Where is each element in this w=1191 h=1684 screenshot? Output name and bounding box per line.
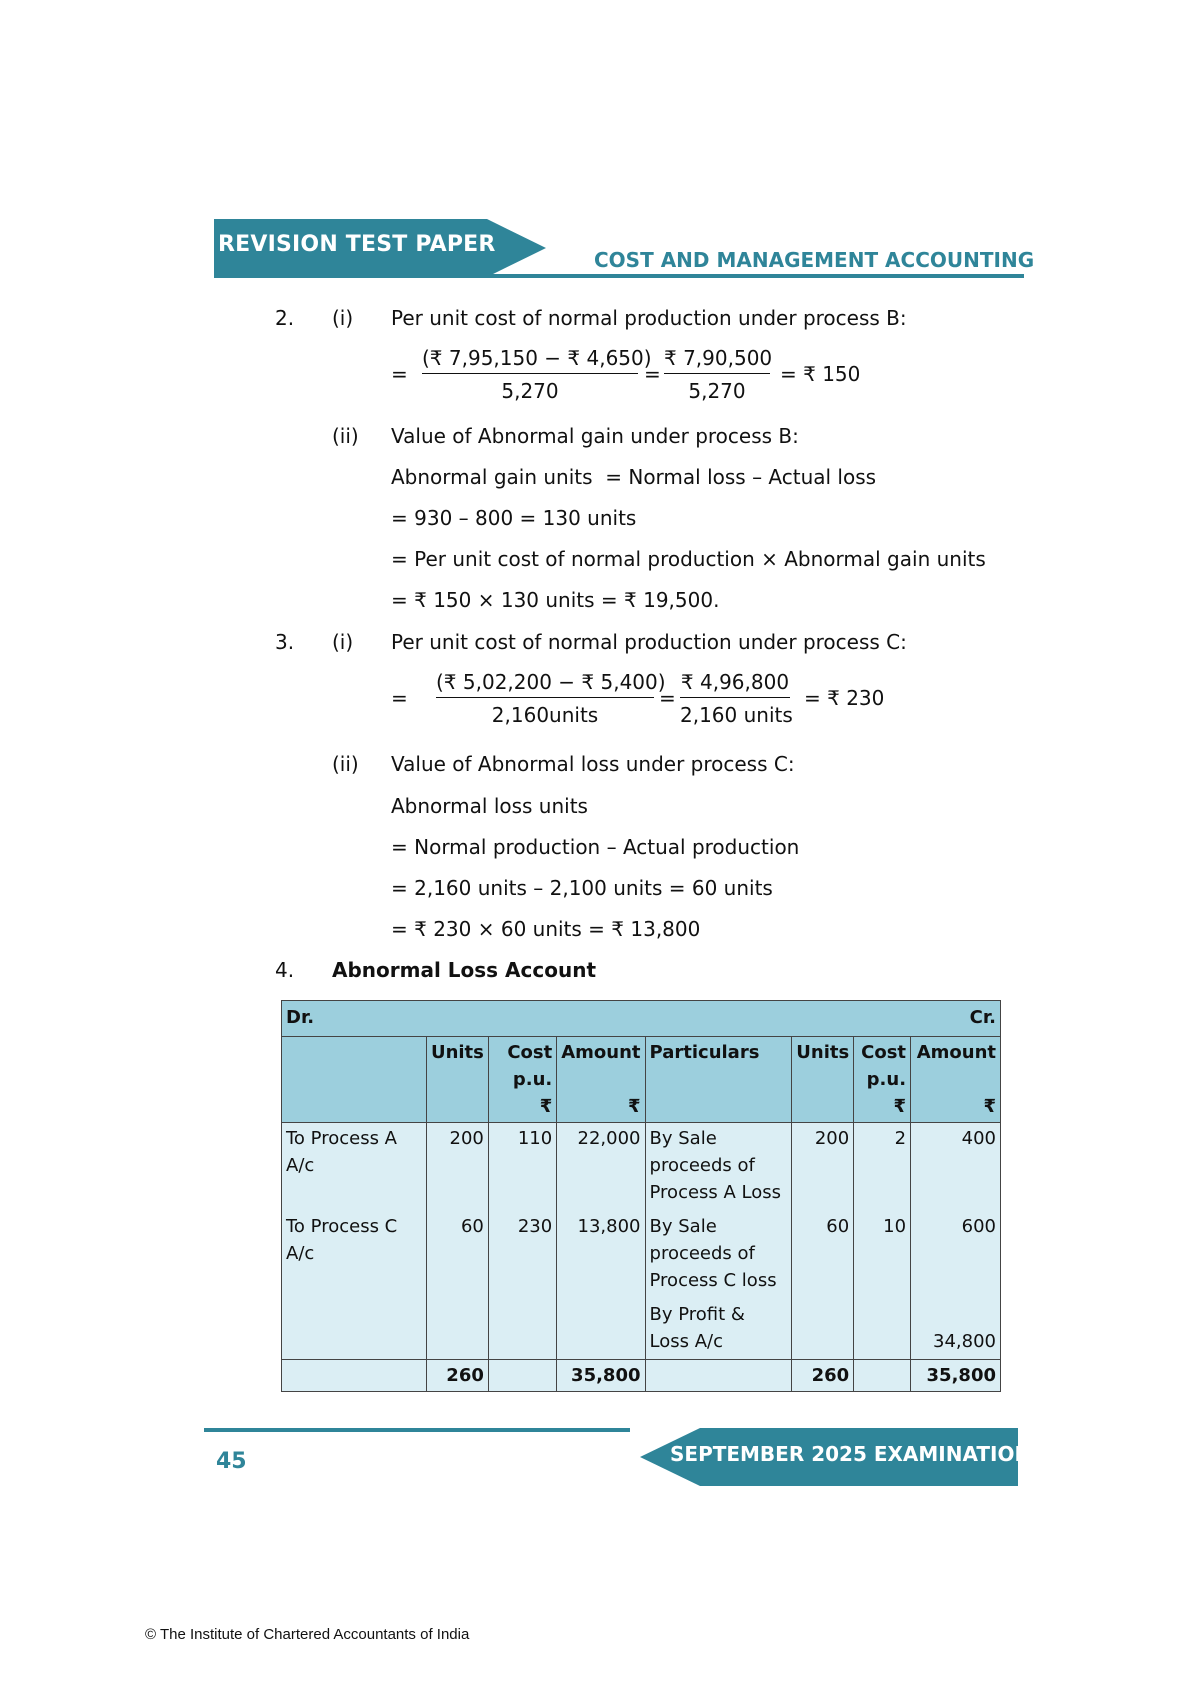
paper-title: REVISION TEST PAPER [218, 232, 496, 257]
credit-amount: 600 [961, 1216, 996, 1237]
credit-units-cell [792, 1123, 854, 1360]
fraction-denominator: 5,270 [688, 379, 746, 403]
calc-line: = ₹ 230 × 60 units = ₹ 13,800 [391, 917, 701, 941]
credit-amount: 400 [961, 1128, 996, 1149]
cost-header: Cost p.u. ₹ [854, 1037, 911, 1123]
calc-line: Abnormal loss units [391, 794, 588, 818]
equals-sign: = [391, 362, 408, 386]
table-header-row [282, 1037, 1001, 1123]
fraction-denominator: 5,270 [501, 379, 559, 403]
credit-units: 60 [826, 1216, 850, 1237]
table-body-row [282, 1123, 1001, 1360]
debit-total-amount: 35,800 [557, 1360, 645, 1392]
part-label: (i) [332, 630, 354, 654]
equals-sign: = [659, 686, 676, 710]
debit-amount-cell [557, 1123, 645, 1360]
amount-header: Amount ₹ [911, 1037, 1001, 1123]
debit-cost-cell [488, 1123, 556, 1360]
account-heading: Abnormal Loss Account [332, 958, 597, 982]
debit-cost: 230 [517, 1216, 553, 1237]
units-header: Units [426, 1037, 488, 1123]
credit-label: Cr. [969, 1007, 996, 1028]
fraction-denominator: 2,160 units [680, 703, 793, 727]
part-heading: Value of Abnormal gain under process B: [391, 424, 799, 448]
calc-line: = Normal production – Actual production [391, 835, 800, 859]
debit-units: 200 [449, 1128, 484, 1149]
page-number: 45 [216, 1449, 247, 1474]
credit-total-units: 260 [792, 1360, 854, 1392]
credit-particulars: By Profit & Loss A/c [649, 1304, 745, 1352]
calc-line: = Per unit cost of normal production × Abnormal gain units [391, 547, 986, 571]
question-number: 4. [275, 958, 295, 982]
credit-particulars: By Sale proceeds of Process C loss [649, 1216, 777, 1291]
units-header: Units [792, 1037, 854, 1123]
part-label: (i) [332, 306, 354, 330]
equals-sign: = [644, 362, 661, 386]
credit-cost: 2 [894, 1128, 907, 1149]
credit-amount: 34,800 [933, 1331, 996, 1352]
credit-particulars-cell [645, 1123, 792, 1360]
credit-units: 200 [814, 1128, 850, 1149]
fraction-numerator: (₹ 5,02,200 − ₹ 5,400) [436, 670, 666, 694]
fraction-bar [680, 697, 790, 698]
credit-total-amount: 35,800 [911, 1360, 1001, 1392]
amount-header: Amount ₹ [557, 1037, 645, 1123]
footer-rule [204, 1428, 630, 1432]
part-label: (ii) [332, 752, 359, 776]
fraction-bar [664, 373, 770, 374]
debit-label: Dr. [286, 1007, 315, 1028]
debit-particulars: To Process C A/c [286, 1216, 398, 1264]
debit-cost: 110 [517, 1128, 553, 1149]
question-number: 2. [275, 306, 295, 330]
fraction-numerator: ₹ 4,96,800 [680, 670, 790, 694]
calc-line: = 2,160 units – 2,100 units = 60 units [391, 876, 773, 900]
calc-line: = ₹ 150 × 130 units = ₹ 19,500. [391, 588, 720, 612]
cost-header: Cost p.u. ₹ [488, 1037, 556, 1123]
debit-particulars: To Process A A/c [286, 1128, 397, 1176]
header-rule [214, 274, 1024, 278]
debit-units: 60 [460, 1216, 484, 1237]
part-heading: Per unit cost of normal production under process B: [391, 306, 907, 330]
fraction-result: = ₹ 230 [804, 686, 885, 710]
credit-cost: 10 [883, 1216, 907, 1237]
fraction-bar [422, 373, 638, 374]
fraction-bar [436, 697, 654, 698]
subject-title: COST AND MANAGEMENT ACCOUNTING [594, 248, 1035, 272]
copyright-notice: © The Institute of Chartered Accountants of India [145, 1626, 470, 1643]
credit-amount-cell [911, 1123, 1001, 1360]
debit-particulars-cell [282, 1123, 427, 1360]
calc-line: Abnormal gain units = Normal loss – Actual loss [391, 465, 877, 489]
part-heading: Value of Abnormal loss under process C: [391, 752, 795, 776]
debit-amount: 22,000 [577, 1128, 641, 1149]
fraction-denominator: 2,160units [491, 703, 599, 727]
credit-cost-cell [854, 1123, 911, 1360]
question-number: 3. [275, 630, 295, 654]
fraction-result: = ₹ 150 [780, 362, 861, 386]
debit-total-units: 260 [426, 1360, 488, 1392]
fraction-numerator: ₹ 7,90,500 [664, 346, 773, 370]
equals-sign: = [391, 686, 408, 710]
part-heading: Per unit cost of normal production under process C: [391, 630, 907, 654]
part-label: (ii) [332, 424, 359, 448]
exam-label: SEPTEMBER 2025 EXAMINATION [670, 1442, 1032, 1466]
debit-units-cell [426, 1123, 488, 1360]
table-title-row [282, 1001, 1001, 1037]
debit-amount: 13,800 [577, 1216, 641, 1237]
particulars-header: Particulars [645, 1037, 792, 1123]
calc-line: = 930 – 800 = 130 units [391, 506, 637, 530]
credit-particulars: By Sale proceeds of Process A Loss [649, 1128, 782, 1203]
table-total-row [282, 1360, 1001, 1392]
fraction-numerator: (₹ 7,95,150 − ₹ 4,650) [422, 346, 652, 370]
abnormal-loss-account-table [281, 1000, 1001, 1392]
